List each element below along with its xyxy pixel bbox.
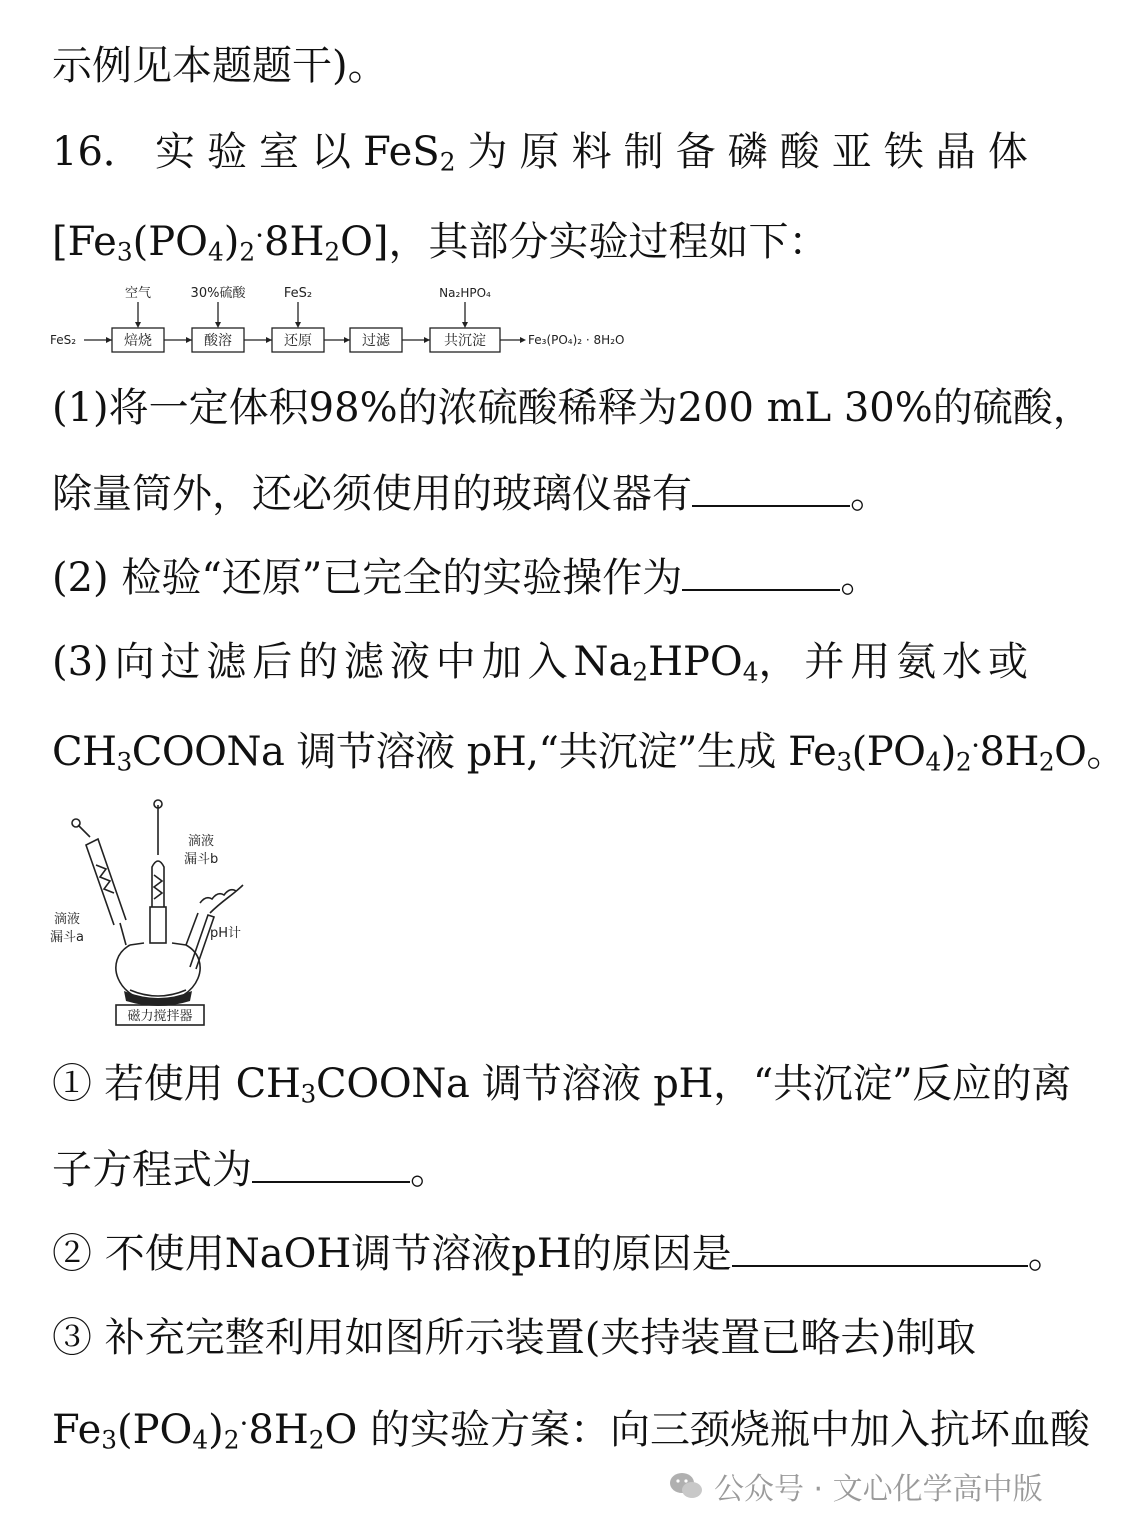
solution-fill — [124, 991, 192, 1006]
label-stirrer: 磁力搅拌器 — [127, 1009, 193, 1024]
flow-product-label: Fe₃(PO₄)₂ · 8H₂O — [528, 333, 625, 347]
subquestion-2 — [52, 552, 1028, 604]
word: 氨 — [896, 639, 937, 685]
word: 验 — [206, 129, 247, 175]
punct: 。 — [410, 1147, 450, 1193]
watermark-text: 公众号 · 文心化学高中版 — [714, 1472, 1043, 1507]
answer-blank[interactable] — [692, 471, 850, 507]
word: 亚 — [831, 129, 872, 175]
flow-step-acid-dissolve: 酸溶 — [204, 333, 232, 349]
text-segment: 除量筒外，还必须使用的玻璃仪器有 — [52, 471, 692, 517]
answer-blank[interactable] — [732, 1231, 1028, 1267]
formula-ch3coona: $CH_3COONa$ — [235, 1061, 470, 1109]
text-segment: pH， — [653, 1061, 753, 1107]
word: 的 — [298, 639, 339, 685]
word: 为 — [467, 129, 508, 175]
reagent-na2hpo4: Na₂HPO₄ — [439, 286, 491, 300]
label-funnel-a-line1: 滴液 — [54, 912, 81, 927]
word: 并 — [804, 639, 845, 685]
formula-na2hpo4: $Na_2HPO_4$， — [573, 639, 799, 687]
item-marker: ③ — [52, 1315, 92, 1361]
word: 酸 — [779, 129, 820, 175]
text-segment: pH — [511, 1231, 572, 1277]
text-line-1 — [52, 40, 1028, 92]
text-segment: 的实验方案：向三颈烧瓶中加入抗坏血酸 — [370, 1406, 1091, 1453]
item-2 — [52, 1228, 1068, 1280]
word: 实 — [154, 129, 195, 175]
text-segment: 检验“还原”已完全的实验操作为 — [121, 555, 683, 601]
formula-ch3coona: $CH_3COONa$ — [52, 728, 285, 777]
word: 过 — [160, 639, 201, 685]
reagent-sulfuric-acid: 30%硫酸 — [190, 286, 246, 301]
word: 体 — [987, 129, 1028, 175]
flow-step-coprecipitate: 共沉淀 — [444, 333, 486, 349]
dropping-funnel-a — [86, 839, 126, 925]
word: 加 — [481, 639, 522, 685]
word: 原 — [519, 129, 560, 175]
item-1-cont — [52, 1144, 1028, 1196]
subquestion-number: (2) — [52, 555, 109, 601]
word: 用 — [850, 639, 891, 685]
word: 室 — [259, 129, 299, 175]
text-segment: 200 mL 30% — [677, 385, 933, 431]
text-segment: 调节溶液 — [351, 1231, 512, 1277]
subquestion-3-cont — [52, 720, 1126, 778]
text-segment: 的硫酸， — [932, 385, 1093, 431]
text-line-formula — [52, 210, 1028, 268]
word: 滤 — [344, 639, 385, 685]
label-ph-meter: pH计 — [210, 926, 242, 941]
word: 料 — [571, 129, 612, 175]
word: 液 — [389, 639, 430, 685]
item-1 — [52, 1058, 1072, 1110]
flow-step-reduce: 还原 — [284, 333, 312, 349]
item-marker: ① — [52, 1061, 92, 1107]
apparatus-diagram — [48, 795, 258, 1030]
item-3-cont — [52, 1398, 1091, 1456]
wechat-icon — [668, 1471, 704, 1501]
text-segment: 98% — [308, 385, 398, 431]
word: 水 — [942, 639, 983, 685]
formula-product: $[Fe_3(PO_4)_2^\cdot 8H_2O]$ — [52, 218, 389, 267]
question-number: 16． — [52, 129, 143, 175]
text-segment: “共沉淀”生成 — [538, 728, 776, 775]
punct: 。 — [840, 555, 881, 601]
reagent-air: 空气 — [124, 286, 152, 301]
text-segment: 子方程式为 — [52, 1147, 252, 1193]
item-marker: ② — [52, 1231, 92, 1277]
label-funnel-b-line1: 滴液 — [188, 834, 215, 849]
word: 磷 — [727, 129, 768, 175]
word: 晶 — [935, 129, 976, 175]
text-segment: 调节溶液 — [296, 728, 455, 775]
word: 制 — [623, 129, 664, 175]
word: 铁 — [883, 129, 924, 175]
subquestion-number: (1) — [52, 385, 109, 431]
word: 或 — [987, 639, 1028, 685]
text-segment: 调节溶液 — [482, 1061, 641, 1107]
line1-text: 示例见本题题干)。 — [52, 43, 388, 89]
formula-fes2: FeS$_2$ — [363, 129, 456, 177]
text-segment: NaOH — [224, 1231, 352, 1277]
text-segment: 不使用 — [104, 1231, 225, 1277]
watermark — [668, 1464, 1043, 1508]
word: 以 — [311, 129, 352, 175]
process-flow-diagram — [50, 282, 660, 362]
text-segment: pH, — [466, 728, 539, 775]
subquestion-3 — [52, 636, 1028, 688]
word: 后 — [252, 639, 293, 685]
text-segment: 将一定体积 — [108, 385, 309, 431]
answer-blank[interactable] — [252, 1147, 410, 1183]
text-segment: “共沉淀”反应的离 — [752, 1061, 1072, 1107]
subquestion-1-cont — [52, 468, 1028, 520]
label-funnel-b-line2: 漏斗b — [184, 852, 219, 867]
item-3 — [52, 1312, 1028, 1364]
answer-blank[interactable] — [682, 555, 840, 591]
line3-rest: ，其部分实验过程如下： — [388, 218, 829, 265]
word: 向 — [114, 639, 155, 685]
subquestion-number: (3) — [52, 639, 109, 685]
text-segment: 若使用 — [104, 1061, 224, 1107]
flow-step-roast: 焙烧 — [124, 333, 152, 349]
reagent-fes2: FeS₂ — [283, 286, 313, 301]
flow-start-label: FeS₂ — [50, 333, 77, 347]
word: 入 — [527, 639, 568, 685]
label-funnel-a-line2: 漏斗a — [50, 930, 84, 945]
word: 备 — [675, 129, 716, 175]
subquestion-1 — [52, 382, 1093, 434]
text-segment: 补充完整利用如图所示装置(夹持装置已略去)制取 — [104, 1315, 976, 1361]
question-16-title — [52, 126, 1028, 178]
formula-product: $Fe_3(PO_4)_2^\cdot 8H_2O$。 — [788, 728, 1126, 777]
word: 中 — [435, 639, 476, 685]
formula-product: $Fe_3(PO_4)_2^\cdot 8H_2O$ — [52, 1406, 358, 1455]
flow-step-filter: 过滤 — [362, 333, 390, 349]
text-segment: 的原因是 — [571, 1231, 732, 1277]
word: 滤 — [206, 639, 247, 685]
text-segment: 的浓硫酸稀释为 — [397, 385, 678, 431]
punct: 。 — [850, 471, 890, 517]
punct: 。 — [1027, 1231, 1068, 1277]
